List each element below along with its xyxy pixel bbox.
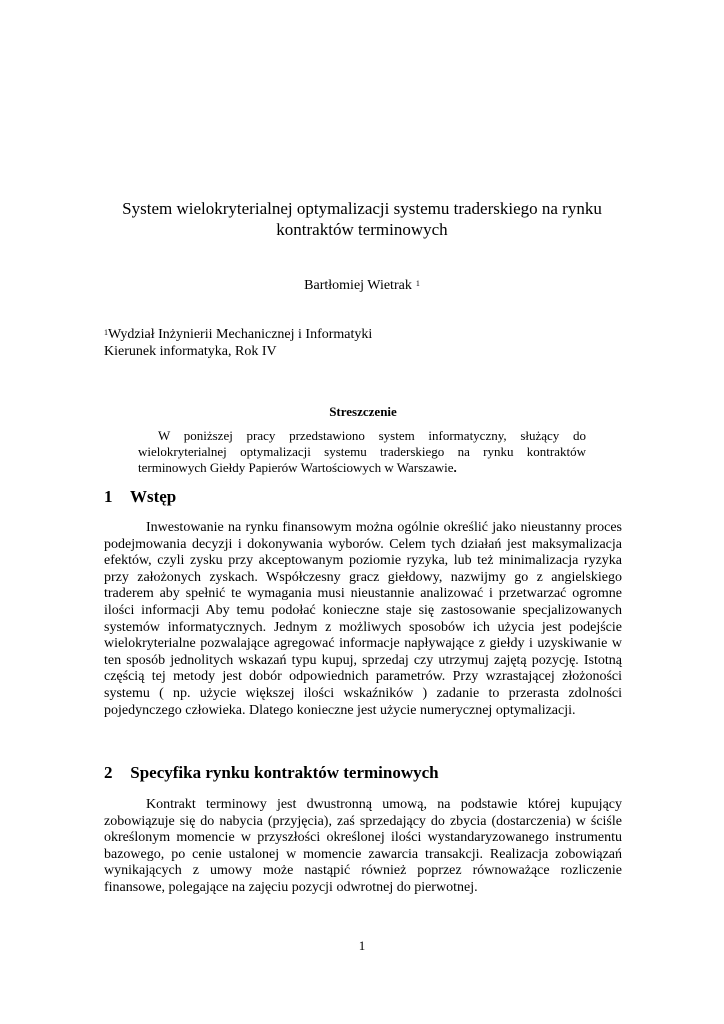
section-title: Specyfika rynku kontraktów terminowych xyxy=(130,763,439,782)
abstract-body: W poniższej pracy przedstawiono system informatyczny, służący do wielokryterialnej optymalizacji systemu traderskiego na rynku kontraktów terminowych Giełdy Papierów Wartościowych w Warszawie xyxy=(138,428,586,475)
section-2-paragraph xyxy=(104,797,622,897)
section-number: 1 xyxy=(104,487,113,506)
abstract-heading: Streszczenie xyxy=(329,404,397,419)
paper-title xyxy=(90,198,634,240)
title-line-1: System wielokryterialnej optymalizacji systemu traderskiego na rynku xyxy=(122,199,602,218)
title-line-2: kontraktów terminowych xyxy=(276,220,448,239)
affiliation-mark: 1 xyxy=(104,328,108,337)
author-name: Bartłomiej Wietrak xyxy=(304,278,412,293)
author-footnote-mark: 1 xyxy=(415,279,420,288)
paragraph-text: Kontrakt terminowy jest dwustronną umową, na podstawie której kupujący zobowiązuje się do nabycia (przyjęcia), zaś sprzedający do zbycia (dostarczenia) w ściśle określonym momencie w przyszłości określonej ilości wystandaryzowanego instrumentu bazowego, po cenie ustalonej w momencie zawarcia transakcji. Realizacja zobowiązań wynikających z umowy może nastąpić również poprzez równoważące rozliczenie finansowe, polegające na zajęciu pozycji odwrotnej do pierwotnej. xyxy=(104,797,622,895)
section-heading-1 xyxy=(104,487,176,507)
paragraph-text: Inwestowanie na rynku finansowym można ogólnie określić jako nieustanny proces podejmowania decyzji i dokonywania wyborów. Celem tych działań jest maksymalizacja efektów, czyli zysku przy akceptowanym poziomie ryzyka, lub też minimalizacja ryzyka przy założonych zyskach. Współczesny gracz giełdowy, nazwijmy go z angielskiego traderem aby spełnić te wymagania musi nieustannie analizować i przetwarzać ogromne ilości informacji Aby temu podołać konieczne staje się zastosowanie specjalizowanych systemów informatycznych. Jednym z możliwych sposobów ich użycia jest podejście wielokryterialne pozwalające agregować informacje napływające z giełdy i uzyskiwanie w ten sposób jednolitych wskazań typu kupuj, sprzedaj czy utrzymuj zajętą pozycję. Istotną częścią tej metody jest dobór odpowiednich parametrów. Przy wzrastającej złożoności systemu ( np. użycie większej ilości wskaźników ) zadanie to przerasta zdolności pojedynczego człowieka. Dlatego konieczne jest użycie numerycznej optymalizacji. xyxy=(104,520,622,718)
affiliation xyxy=(104,326,372,360)
affiliation-line-1: Wydział Inżynierii Mechanicznej i Informatyki xyxy=(108,327,373,342)
affiliation-line-2: Kierunek informatyka, Rok IV xyxy=(104,344,277,359)
section-title: Wstęp xyxy=(129,487,177,506)
abstract-end-mark: . xyxy=(453,460,457,475)
section-1-paragraph xyxy=(104,520,622,719)
abstract-text xyxy=(138,428,586,476)
page-number: 1 xyxy=(358,938,366,953)
section-heading-2 xyxy=(104,763,439,783)
author-line xyxy=(90,277,634,295)
section-number: 2 xyxy=(104,763,113,782)
